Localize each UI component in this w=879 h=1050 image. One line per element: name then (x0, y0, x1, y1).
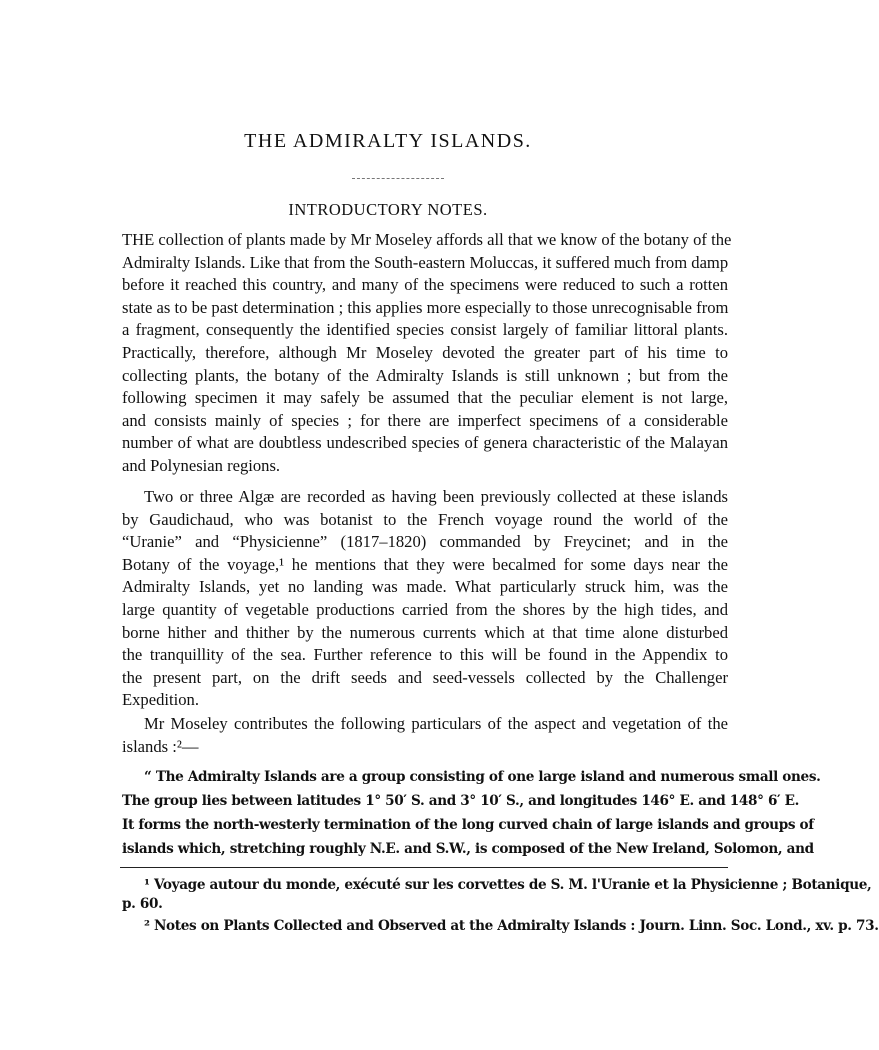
paragraph-2 (122, 486, 728, 712)
quote-line: islands which, stretching roughly N.E. and S.W., is composed of the New Ireland, Solomon, and (122, 841, 814, 857)
text-line: Practically, therefore, although Mr Moseley devoted the greater part of his time to (122, 342, 728, 362)
text-line: the present part, on the drift seeds and seed-vessels collected by the Challenger (122, 667, 728, 687)
text-line: Botany of the voyage,¹ he mentions that they were becalmed for some days near the (122, 554, 728, 574)
footnotes (122, 876, 879, 936)
text-line: “Uranie” and “Physicienne” (1817–1820) commanded by Freycinet; and in the (122, 532, 728, 552)
title-divider (352, 178, 444, 179)
footnote-1: ¹ Voyage autour du monde, exécuté sur les corvettes de S. M. l'Uranie et la Physicienne ; Botanique, (144, 877, 872, 893)
text-line: Admiralty Islands, yet no landing was made. What particularly struck him, was the (122, 577, 728, 597)
quote-line: “ The Admiralty Islands are a group consisting of one large island and numerous small ones. (144, 769, 821, 785)
paragraph-1 (122, 229, 732, 478)
text-line: following specimen it may safely be assumed that the peculiar element is not large, (122, 388, 728, 408)
section-heading: INTRODUCTORY NOTES. (288, 200, 488, 219)
text-line: by Gaudichaud, who was botanist to the French voyage round the world of the (122, 509, 728, 529)
quote-line: The group lies between latitudes 1° 50′ S. and 3° 10′ S., and longitudes 146° E. and 148° 6′ E. (122, 793, 800, 809)
page-title: THE ADMIRALTY ISLANDS. (244, 130, 532, 152)
text-line: state as to be past determination ; this applies more especially to those unrecognisable from (122, 297, 729, 317)
text-line: borne hither and thither by the numerous currents which at that time alone disturbed (122, 622, 728, 642)
text-line: islands :²— (122, 736, 199, 756)
text-line: Expedition. (122, 690, 199, 710)
footnote-rule (120, 867, 728, 868)
text-line: and Polynesian regions. (122, 455, 281, 475)
quoted-passage (122, 765, 821, 861)
footnote-1-cont: p. 60. (122, 896, 163, 912)
quote-line: It forms the north-westerly termination of the long curved chain of large islands and groups of (122, 817, 814, 833)
text-line: Mr Moseley contributes the following particulars of the aspect and vegetation of the (144, 714, 728, 733)
text-line: and consists mainly of species ; for there are imperfect specimens of a considerable (122, 410, 728, 430)
text-line: number of what are doubtless undescribed species of genera characteristic of the Malayan (122, 433, 728, 453)
text-line: large quantity of vegetable productions carried from the shores by the high tides, and (122, 599, 728, 619)
text-line: Admiralty Islands. Like that from the South-eastern Moluccas, it suffered much from damp (122, 252, 729, 272)
text-line: THE collection of plants made by Mr Moseley affords all that we know of the botany of the (122, 230, 732, 249)
text-line: the tranquillity of the sea. Further reference to this will be found in the Appendix to (122, 645, 728, 665)
text-line: before it reached this country, and many of the specimens were reduced to such a rotten (122, 275, 728, 295)
paragraph-3 (122, 713, 728, 758)
text-line: collecting plants, the botany of the Admiralty Islands is still unknown ; but from the (122, 365, 728, 385)
text-line: a fragment, consequently the identified species consist largely of familiar littoral plants. (122, 320, 728, 340)
text-line: Two or three Algæ are recorded as having been previously collected at these islands (144, 487, 728, 506)
footnote-2: ² Notes on Plants Collected and Observed at the Admiralty Islands : Journ. Linn. Soc. Lond., xv. p. 73. (144, 918, 879, 934)
